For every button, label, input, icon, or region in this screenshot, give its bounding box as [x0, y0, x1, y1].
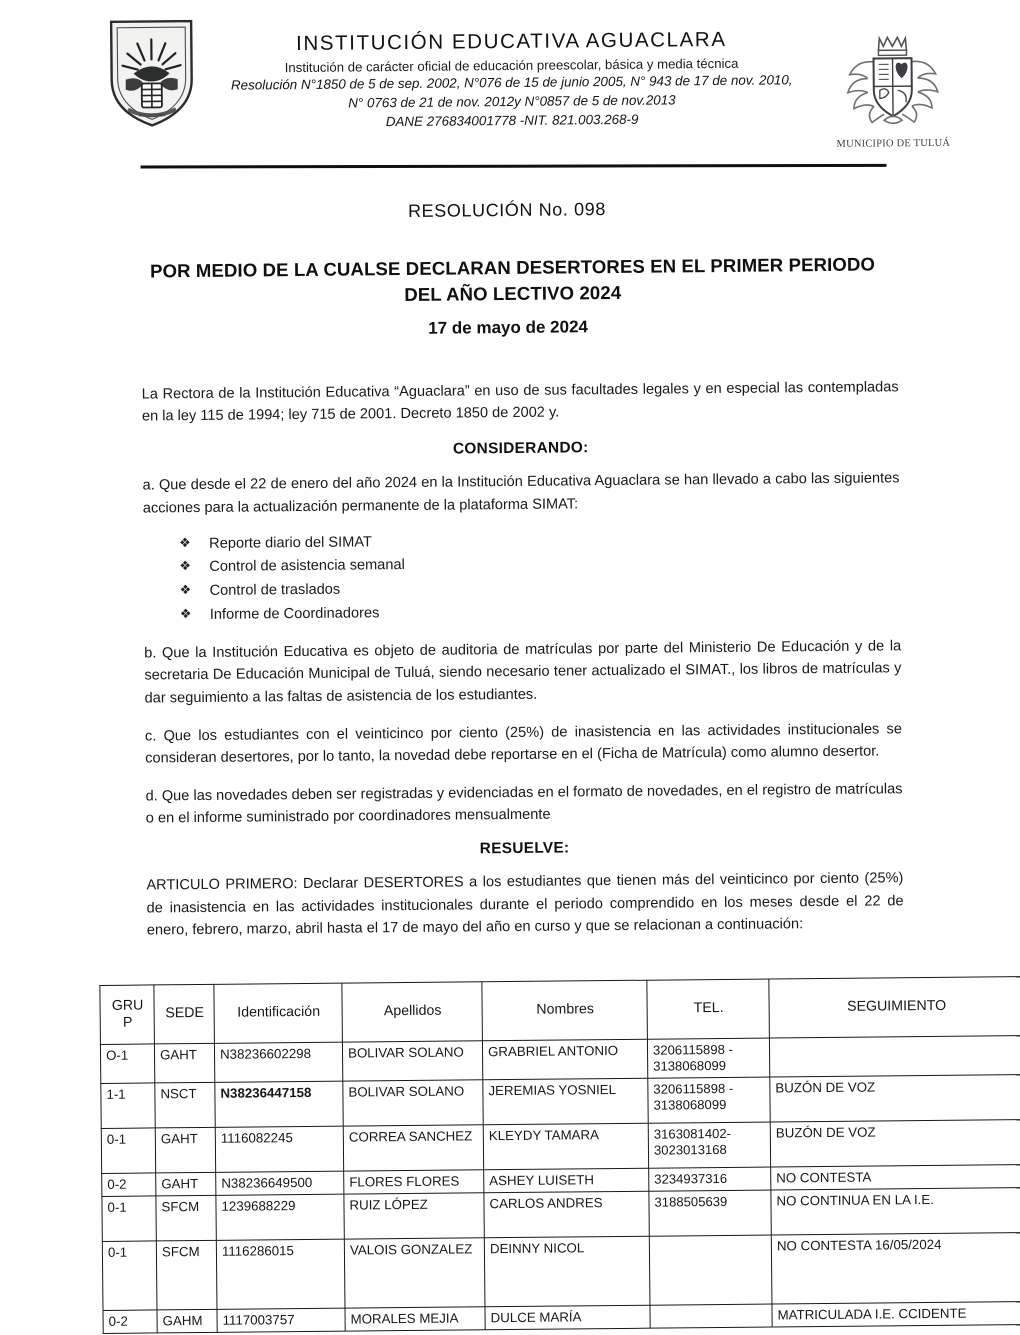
diamond-bullet-icon: ❖	[179, 555, 191, 576]
institution-subtitle: Institución de carácter oficial de educación preescolar, básica y media técnica	[181, 53, 841, 77]
resuelve-heading: RESUELVE:	[146, 837, 903, 862]
considerando-item-d: d. Que las novedades deben ser registradas y evidenciadas en el formato de novedades, en el registro de matrículas o en el informe suministrado por coordinadores mensualmente	[145, 778, 902, 830]
header-divider	[141, 164, 887, 169]
document-subject: POR MEDIO DE LA CUALSE DECLARAN DESERTORES EN EL PRIMER PERIODO DEL AÑO LECTIVO 2024	[147, 251, 877, 311]
cell-grupo: 0-2	[103, 1310, 157, 1334]
cell-grupo: 0-2	[102, 1173, 156, 1197]
column-header-tel: TEL.	[647, 979, 770, 1039]
cell-nombres: ASHEY LUISETH	[484, 1168, 649, 1193]
cell-seguimiento	[769, 1036, 1020, 1077]
cell-nombres: JEREMIAS YOSNIEL	[483, 1078, 648, 1125]
cell-apellidos: MORALES MEJIA	[345, 1307, 485, 1332]
list-item-label: Control de traslados	[210, 582, 341, 599]
cell-nombres: DULCE MARÍA	[485, 1305, 650, 1330]
cell-sede: SFCM	[156, 1196, 216, 1242]
actions-list	[143, 526, 901, 628]
cell-sede: NSCT	[155, 1082, 215, 1128]
cell-grupo: 0-1	[102, 1241, 157, 1311]
cell-nombres: DEINNY NICOL	[484, 1236, 650, 1307]
desertores-table	[99, 976, 1020, 1334]
column-header-seguimiento: SEGUIMIENTO	[769, 977, 1020, 1038]
letterhead	[0, 3, 1016, 163]
cell-tel	[649, 1235, 772, 1305]
list-item-label: Reporte diario del SIMAT	[209, 534, 372, 552]
cell-apellidos: FLORES FLORES	[344, 1170, 484, 1195]
dane-nit-line: DANE 276834001778 -NIT. 821.003.268-9	[182, 109, 842, 134]
cell-identificacion: N38236602298	[214, 1042, 342, 1082]
cell-seguimiento: NO CONTESTA	[771, 1165, 1020, 1191]
table-row	[102, 1233, 1020, 1311]
resolution-reference-line-2: N° 0763 de 21 de nov. 2012y N°0857 de 5 de nov.2013	[182, 90, 842, 115]
list-item-label: Informe de Coordinadores	[210, 605, 380, 623]
cell-sede: GAHT	[156, 1172, 216, 1196]
diamond-bullet-icon: ❖	[179, 579, 191, 600]
cell-apellidos: RUIZ LÓPEZ	[344, 1193, 484, 1239]
cell-identificacion: 1117003757	[217, 1308, 345, 1332]
considerando-item-c: c. Que los estudiantes con el veinticinco por ciento (25%) de inasistencia en las actividades institucionales se consideran desertores, por lo tanto, la novedad debe reportarse en el (Ficha de Matrícula) como alumno desertor.	[145, 718, 902, 770]
cell-identificacion: N38236447158	[215, 1081, 343, 1127]
considerando-item-b: b. Que la Institución Educativa es objeto de auditoria de matrículas por parte del Ministerio De Educación y de la secretaria De Educación Municipal de Tuluá, siendo necesario tener actualizado el SIMAT., los libros de matrículas y dar seguimiento a las faltas de asistencia de los estudiantes.	[144, 636, 902, 710]
cell-identificacion: 1116286015	[216, 1239, 345, 1309]
page-title: RESOLUCIÓN No. 098	[0, 195, 1017, 226]
cell-sede: GAHM	[157, 1310, 217, 1334]
cell-grupo: O-1	[100, 1044, 154, 1083]
column-header-apellidos: Apellidos	[342, 982, 483, 1042]
svg-text:AGUA CLARA: AGUA CLARA	[138, 112, 165, 117]
table-header-row	[100, 977, 1020, 1045]
table-header	[100, 977, 1020, 1045]
cell-identificacion: 1239688229	[216, 1194, 344, 1240]
cell-apellidos: CORREA SANCHEZ	[343, 1125, 483, 1171]
cell-seguimiento: NO CONTINUA EN LA I.E.	[771, 1188, 1020, 1235]
cell-apellidos: BOLIVAR SOLANO	[343, 1080, 483, 1126]
cell-tel: 3163081402- 3023013168	[648, 1122, 770, 1168]
articulo-primero-paragraph: ARTICULO PRIMERO: Declarar DESERTORES a los estudiantes que tienen más del veinticinco por ciento (25%) de inasistencia en las actividades institucionales durante el periodo comprendido en los meses desde el 22 de enero, febrero, marzo, abril hasta el 17 de mayo del año en curso y que se relacionan a continuación:	[146, 868, 904, 942]
institution-name: INSTITUCIÓN EDUCATIVA AGUACLARA	[181, 27, 841, 57]
cell-tel: 3188505639	[649, 1190, 771, 1236]
cell-identificacion: N38236649500	[216, 1171, 344, 1195]
cell-seguimiento: NO CONTESTA 16/05/2024	[771, 1233, 1020, 1304]
cell-grupo: 0-1	[101, 1128, 155, 1174]
column-header-identificacion: Identificación	[214, 983, 343, 1043]
cell-tel	[650, 1304, 772, 1328]
cell-apellidos: BOLIVAR SOLANO	[342, 1041, 482, 1081]
cell-nombres: GRABRIEL ANTONIO	[482, 1039, 647, 1080]
cell-apellidos: VALOIS GONZALEZ	[344, 1238, 485, 1308]
considerando-item-a: a. Que desde el 22 de enero del año 2024 en la Institución Educativa Aguaclara se han llevado a cabo las siguientes acciones para la actualización permanente de la plataforma SIMAT:	[142, 468, 899, 520]
column-header-sede: SEDE	[154, 984, 215, 1044]
municipality-caption: MUNICIPIO DE TULUÁ	[834, 138, 952, 150]
cell-sede: GAHT	[155, 1127, 215, 1173]
cell-tel: 3206115898 - 3138068099	[648, 1077, 770, 1123]
considerando-heading: CONSIDERANDO:	[142, 437, 899, 462]
cell-seguimiento: MATRICULADA I.E. CCIDENTE	[772, 1302, 1020, 1328]
table-body	[100, 1036, 1020, 1334]
cell-sede: GAHT	[154, 1043, 214, 1083]
list-item-label: Control de asistencia semanal	[209, 557, 405, 575]
cell-sede: SFCM	[156, 1241, 217, 1311]
column-header-grupo: GRU P	[100, 985, 155, 1045]
cell-tel: 3206115898 - 3138068099	[647, 1038, 769, 1078]
document-body	[142, 376, 904, 957]
diamond-bullet-icon: ❖	[179, 532, 191, 553]
cell-identificacion: 1116082245	[215, 1126, 343, 1172]
municipality-crest-icon	[833, 28, 952, 149]
letterhead-text	[181, 27, 842, 134]
cell-seguimiento: BUZÓN DE VOZ	[770, 1075, 1020, 1122]
cell-nombres: CARLOS ANDRES	[484, 1191, 649, 1238]
desertores-table-container	[99, 977, 955, 1335]
cell-nombres: KLEYDY TAMARA	[483, 1123, 648, 1170]
document-date: 17 de mayo de 2024	[0, 313, 1018, 343]
cell-seguimiento: BUZÓN DE VOZ	[770, 1120, 1020, 1167]
cell-tel: 3234937316	[649, 1167, 771, 1191]
preamble-paragraph: La Rectora de la Institución Educativa “Aguaclara” en uso de sus facultades legales y en especial las contempladas en la ley 115 de 1994; ley 715 de 2001. Decreto 1850 de 2002 y.	[142, 376, 899, 428]
column-header-nombres: Nombres	[482, 980, 648, 1041]
diamond-bullet-icon: ❖	[180, 603, 192, 624]
cell-grupo: 1-1	[101, 1083, 155, 1129]
cell-grupo: 0-1	[102, 1196, 156, 1242]
resolution-reference-line-1: Resolución N°1850 de 5 de sep. 2002, N°076 de 15 de junio 2005, N° 943 de 17 de nov. 2010,	[182, 71, 842, 96]
